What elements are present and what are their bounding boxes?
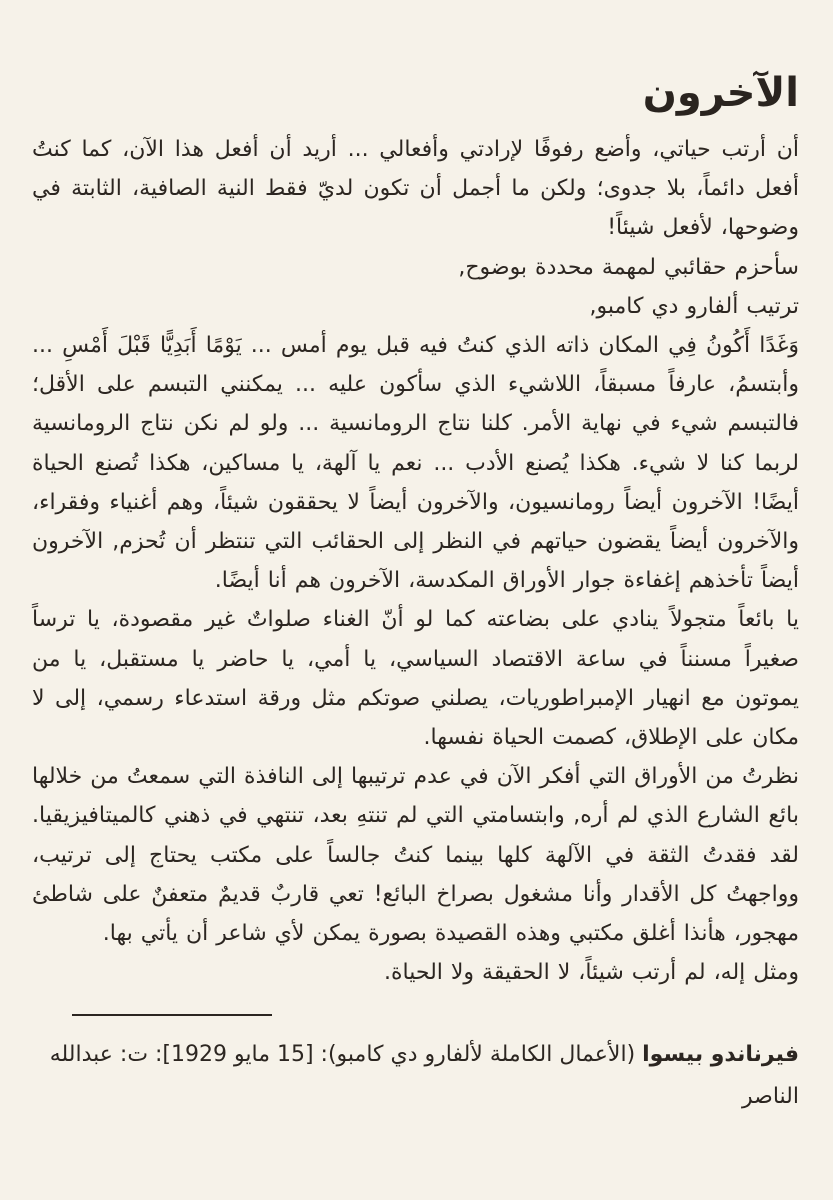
paragraph-2: سأحزم حقائبي لمهمة محددة بوضوح, [458, 254, 799, 280]
paragraph-6: نظرتُ من الأوراق التي أفكر الآن في عدم ترتيبها إلى النافذة التي سمعتُ من خلالها بائع الشارع الذي لم أره, وابتسامتي التي لم تنتهِ بعد، تنتهي في ذهني كالميتافيزيقيا. لقد فقدتُ الثقة في الآلهة كلها بينما كنتُ جالساً على مكتب يحتاج إلى ترتيب، وواجهتُ كل الأقدار وأنا مشغول بصراخ البائع! تعي قاربٌ قديمٌ متعفنٌ على شاطئ مهجور، هأنذا أغلق مكتبي وهذه القصيدة بصورة يمكن لأي شاعر أن يأتي بها. [32, 764, 799, 947]
paragraph-1: أن أرتب حياتي، وأضع رفوفًا لإرادتي وأفعالي ... أريد أن أفعل هذا الآن، كما كنتُ أفعل دائماً، بلا جدوى؛ ولكن ما أجمل أن تكون لديّ فقط النية الصافية، الثابتة في وضوحها، لأفعل شيئاً! [32, 137, 799, 241]
separator-line [72, 1014, 272, 1016]
document-title: الآخرون [642, 70, 799, 116]
citation-author: فيرناندو بيسوا [642, 1042, 799, 1068]
poem-body [32, 130, 799, 992]
citation [32, 1034, 799, 1118]
citation-source: (الأعمال الكاملة لألفارو دي كامبو): [15 مايو 1929]: ت: عبدالله الناصر [49, 1042, 799, 1110]
paragraph-7: ومثل إله، لم أرتب شيئاً، لا الحقيقة ولا الحياة. [384, 960, 799, 986]
paragraph-4: وَغَدًا أَكُونُ فِي المكان ذاته الذي كنتُ فيه قبل يوم أمس ... يَوْمًا أَبَدِيًّا قَبْلَ أَمْسِ ... وأبتسمُ، عارفاً مسبقاً، اللاشيء الذي سأكون عليه ... يمكنني التبسم على الأقل؛ فالتبسم شيء في نهاية الأمر. كلنا نتاج الرومانسية ... ولو لم نكن نتاج الرومانسية لربما كنا لا شيء. هكذا يُصنع الأدب ... نعم يا آلهة، يا مساكين، هكذا تُصنع الحياة أيضًا! الآخرون أيضاً رومانسيون، والآخرون أيضاً لا يحققون شيئاً، وهم أغنياء وفقراء، والآخرون أيضاً يقضون حياتهم في النظر إلى الحقائب التي تنتظر أن تُحزم, الآخرون أيضاً تأخذهم إغفاءة جوار الأوراق المكدسة، الآخرون هم أنا أيضًا. [32, 333, 799, 594]
paragraph-3: ترتيب ألفارو دي كامبو, [589, 293, 799, 319]
paragraph-5: يا بائعاً متجولاً ينادي على بضاعته كما لو أنّ الغناء صلواتٌ غير مقصودة، يا ترساً صغيراً مسنناً في ساعة الاقتصاد السياسي، يا أمي، يا حاضر يا مستقبل، يا من يموتون مع انهيار الإمبراطوريات، يصلني صوتكم مثل ورقة استدعاء رسمي، إلى لا مكان على الإطلاق، كصمت الحياة نفسها. [32, 607, 799, 751]
separator-wrap [32, 992, 799, 1034]
